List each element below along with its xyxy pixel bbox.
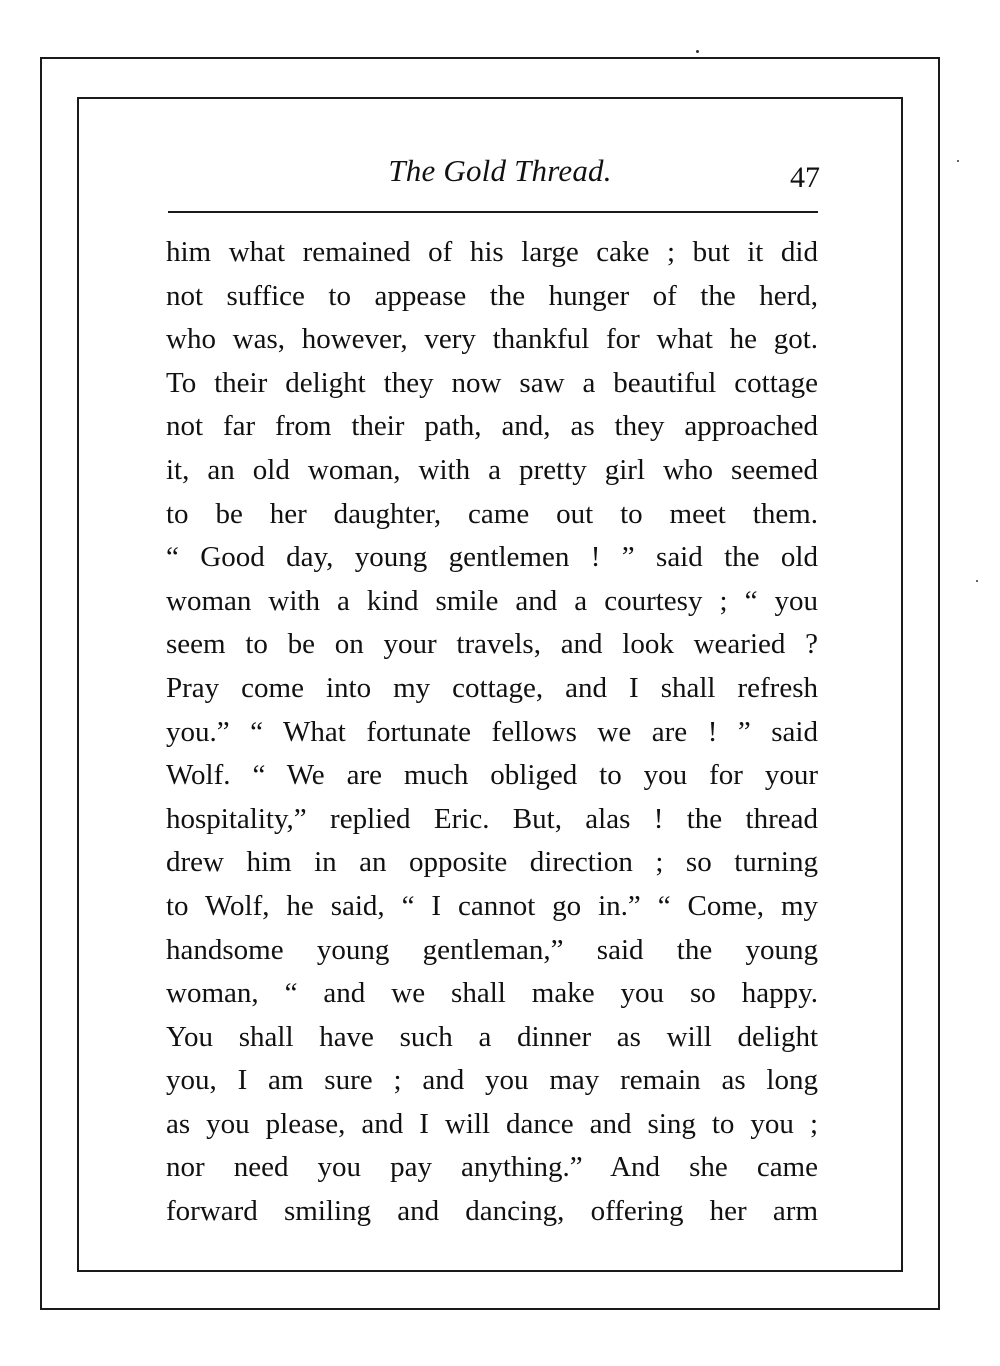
print-speck	[696, 50, 699, 53]
text-line: as you please, and I will dance and sing to you ;	[166, 1107, 818, 1140]
text-line: seem to be on your travels, and look wearied ?	[166, 628, 818, 661]
text-line: drew him in an opposite direction ; so turning	[166, 846, 818, 879]
text-line: forward smiling and dancing, offering her arm	[166, 1195, 818, 1228]
text-line: “ Good day, young gentlemen ! ” said the old	[166, 541, 818, 574]
page-number: 47	[790, 161, 820, 194]
running-title: The Gold Thread.	[388, 153, 612, 188]
text-line: hospitality,” replied Eric. But, alas ! the thread	[166, 802, 818, 835]
text-line: you, I am sure ; and you may remain as long	[166, 1064, 818, 1097]
text-line: him what remained of his large cake ; but it did	[166, 236, 818, 268]
print-speck	[976, 580, 978, 582]
text-line: to Wolf, he said, “ I cannot go in.” “ Come, my	[166, 889, 818, 922]
text-line: you.” “ What fortunate fellows we are ! ” said	[166, 715, 818, 748]
text-line: who was, however, very thankful for what he got.	[166, 323, 818, 356]
body-text	[166, 231, 818, 1234]
text-line: not suffice to appease the hunger of the herd,	[166, 279, 818, 312]
text-line: Wolf. “ We are much obliged to you for your	[166, 759, 818, 792]
text-line: To their delight they now saw a beautiful cottage	[166, 366, 818, 399]
text-line: to be her daughter, came out to meet them.	[166, 497, 818, 530]
header-rule	[168, 211, 818, 213]
text-line: woman, “ and we shall make you so happy.	[166, 977, 818, 1010]
text-line: it, an old woman, with a pretty girl who seemed	[166, 453, 818, 486]
text-line: not far from their path, and, as they approached	[166, 410, 818, 443]
text-line: You shall have such a dinner as will delight	[166, 1020, 818, 1053]
print-speck	[957, 160, 959, 162]
text-line: nor need you pay anything.” And she came	[166, 1151, 818, 1184]
text-line: woman with a kind smile and a courtesy ; “ you	[166, 584, 818, 617]
text-line: Pray come into my cottage, and I shall refresh	[166, 671, 818, 704]
text-line: handsome young gentleman,” said the young	[166, 933, 818, 966]
